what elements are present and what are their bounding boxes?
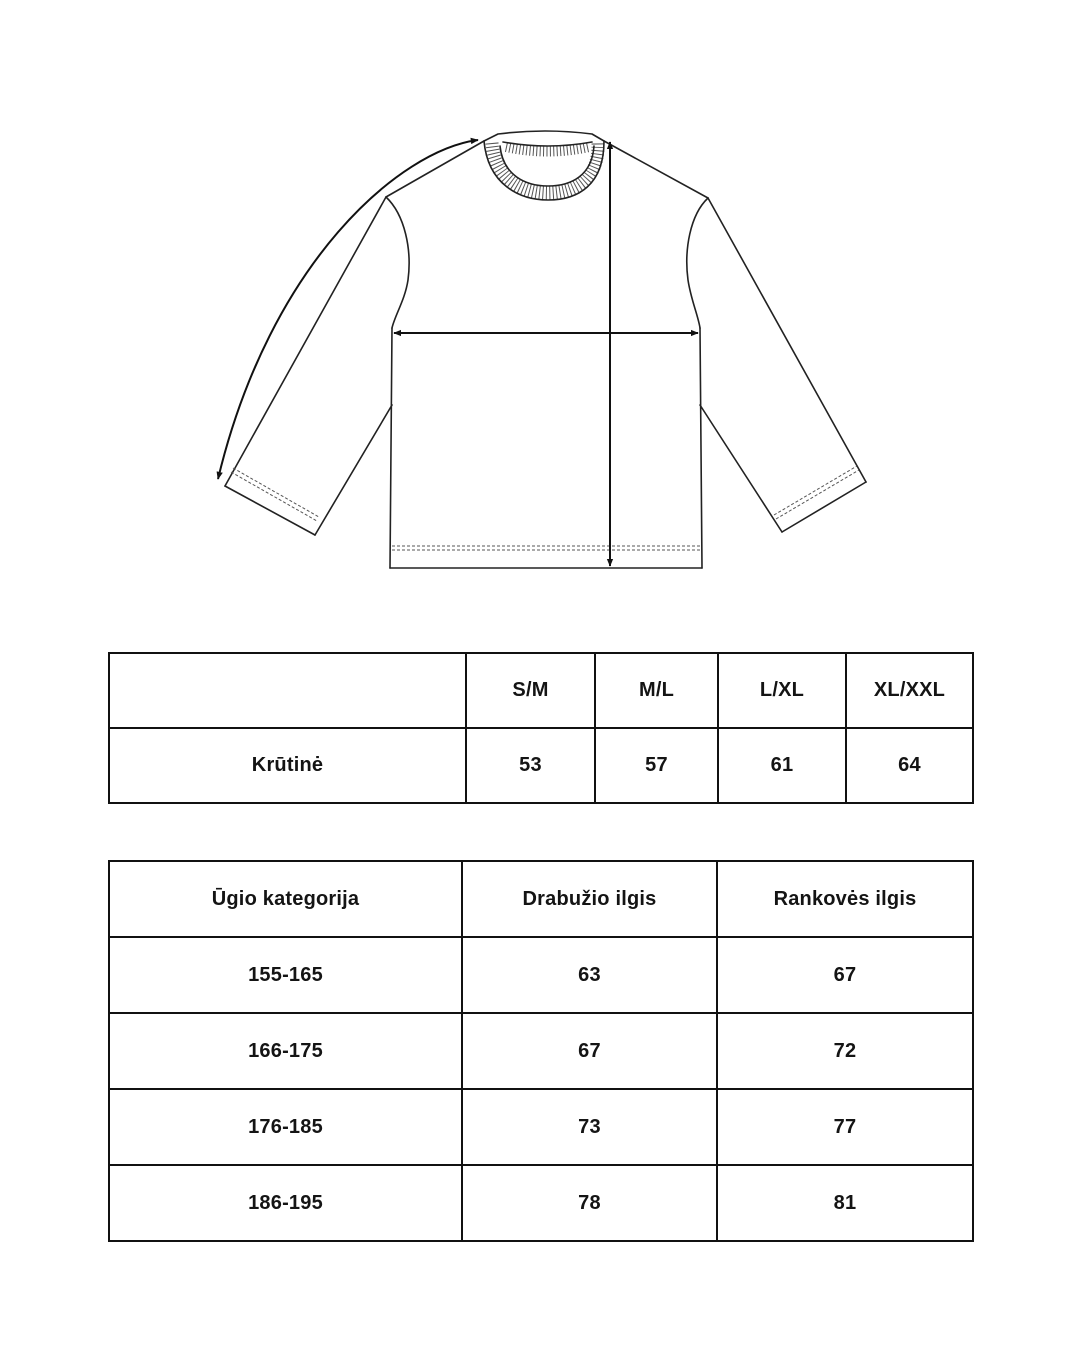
body-right-side xyxy=(700,328,702,568)
column-header-height-category: Ūgio kategorija xyxy=(109,861,462,937)
empty-header-cell xyxy=(109,653,466,728)
table-row xyxy=(109,1165,973,1241)
garment-length-cell: 73 xyxy=(462,1089,717,1165)
left-sleeve-outer-edge xyxy=(225,197,386,486)
left-sleeve-inner-edge xyxy=(315,405,392,535)
sleeve-length-cell: 77 xyxy=(717,1089,973,1165)
table-row xyxy=(109,1013,973,1089)
size-header-cell: L/XL xyxy=(718,653,846,728)
right-cuff-stitching-upper xyxy=(774,466,857,515)
collar-back-inner-edge xyxy=(503,142,592,146)
right-shoulder-line xyxy=(604,141,708,198)
chest-value-cell: 64 xyxy=(846,728,973,803)
sleeve-length-cell: 72 xyxy=(717,1013,973,1089)
row-label-chest: Krūtinė xyxy=(109,728,466,803)
size-header-cell: XL/XXL xyxy=(846,653,973,728)
right-sleeve-inner-edge xyxy=(700,405,782,532)
sleeve-length-cell: 67 xyxy=(717,937,973,1013)
size-header-cell: M/L xyxy=(595,653,718,728)
collar-back-ribbing xyxy=(506,147,589,152)
height-category-cell: 186-195 xyxy=(109,1165,462,1241)
table-row xyxy=(109,1089,973,1165)
sweatshirt-measurement-diagram xyxy=(0,0,1080,620)
chest-size-table xyxy=(108,652,974,804)
height-category-cell: 155-165 xyxy=(109,937,462,1013)
left-armhole-seam xyxy=(386,197,409,328)
height-length-table xyxy=(108,860,974,1242)
chest-table-header-row xyxy=(109,653,973,728)
column-header-garment-length: Drabužio ilgis xyxy=(462,861,717,937)
chest-value-cell: 53 xyxy=(466,728,595,803)
height-category-cell: 166-175 xyxy=(109,1013,462,1089)
chest-value-cell: 61 xyxy=(718,728,846,803)
left-shoulder-line xyxy=(386,141,484,197)
left-cuff-stitching-upper xyxy=(233,468,319,517)
right-armhole-seam xyxy=(687,198,708,328)
chest-value-cell: 57 xyxy=(595,728,718,803)
left-cuff-edge xyxy=(225,486,315,535)
garment-length-cell: 78 xyxy=(462,1165,717,1241)
table-row xyxy=(109,937,973,1013)
collar-back-top-edge xyxy=(484,131,604,141)
column-header-sleeve-length: Rankovės ilgis xyxy=(717,861,973,937)
right-cuff-edge xyxy=(782,482,866,532)
chest-table-row xyxy=(109,728,973,803)
height-category-cell: 176-185 xyxy=(109,1089,462,1165)
size-header-cell: S/M xyxy=(466,653,595,728)
right-sleeve-outer-edge xyxy=(708,198,866,482)
height-table-header-row xyxy=(109,861,973,937)
body-left-side xyxy=(390,328,392,568)
sleeve-length-cell: 81 xyxy=(717,1165,973,1241)
garment-length-cell: 67 xyxy=(462,1013,717,1089)
garment-length-cell: 63 xyxy=(462,937,717,1013)
